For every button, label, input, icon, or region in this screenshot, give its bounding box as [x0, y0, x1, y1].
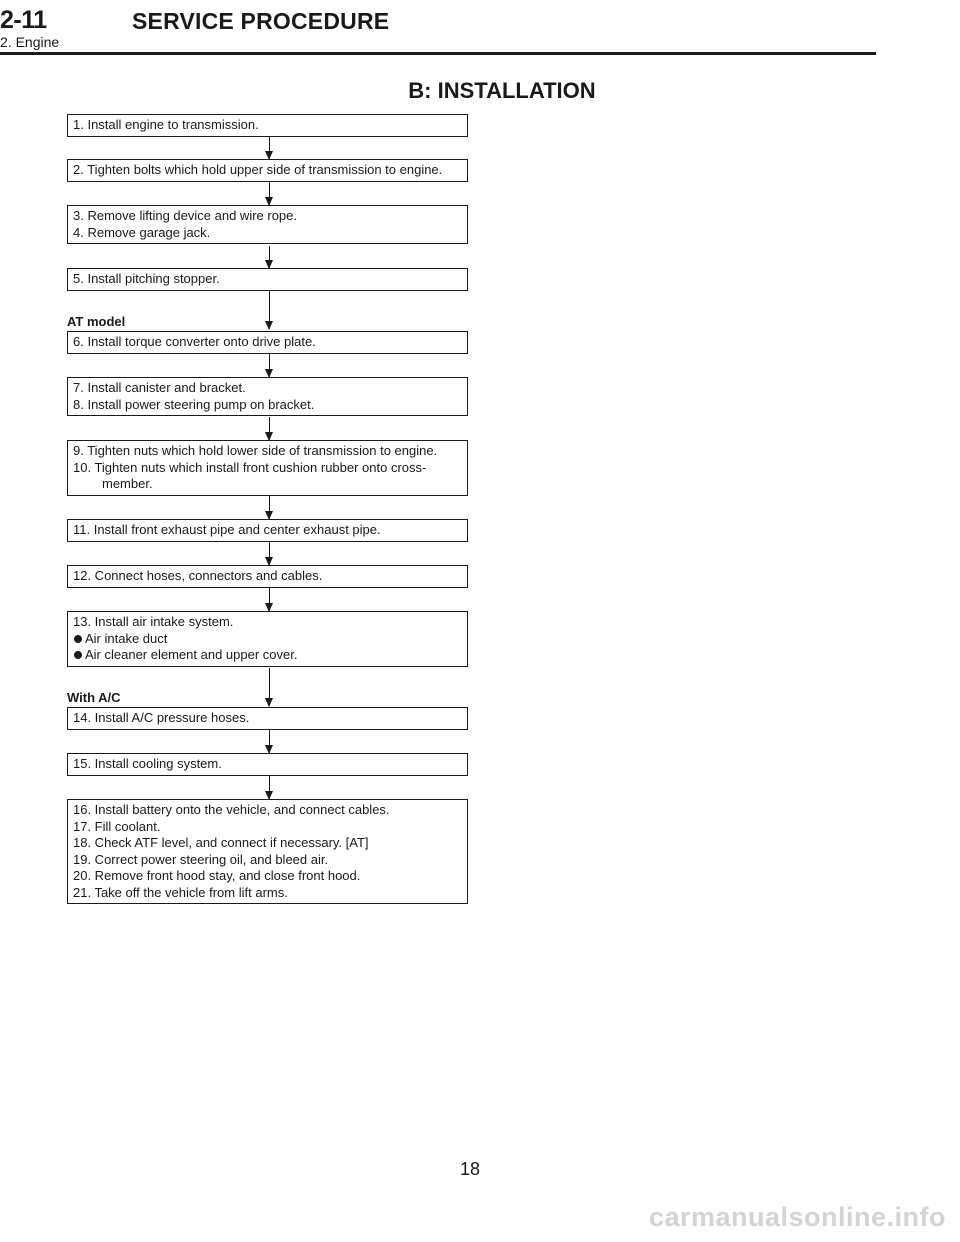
step-line: 3. Remove lifting device and wire rope. — [73, 208, 298, 223]
header-title: SERVICE PROCEDURE — [132, 8, 390, 34]
step-line: 17. Fill coolant. — [73, 818, 161, 834]
watermark: carmanualsonline.info — [648, 1202, 946, 1232]
section-title: B: INSTALLATION — [408, 78, 596, 103]
bullet-item — [73, 631, 462, 648]
flow-arrow — [269, 776, 270, 799]
step-line: 9. Tighten nuts which hold lower side of transmission to engine. — [73, 443, 438, 458]
condition-label-at-model: AT model — [67, 314, 126, 329]
flow-step-11 — [67, 519, 468, 542]
flow-arrow — [269, 417, 270, 440]
step-line: 21. Take off the vehicle from lift arms. — [73, 884, 288, 900]
header-rule — [0, 52, 876, 55]
flow-arrow — [269, 730, 270, 753]
step-line: 11. Install front exhaust pipe and center exhaust pipe. — [73, 522, 381, 537]
bullet-icon — [74, 651, 82, 659]
flow-arrow — [269, 588, 270, 611]
step-line: 14. Install A/C pressure hoses. — [73, 710, 250, 725]
flow-step-12 — [67, 565, 468, 588]
step-line: 4. Remove garage jack. — [73, 224, 211, 240]
flow-arrow — [269, 246, 270, 268]
bullet-item — [73, 647, 462, 664]
flow-step-1 — [67, 114, 468, 137]
flow-step-16-21 — [67, 799, 468, 904]
step-line: 19. Correct power steering oil, and bleed air. — [73, 851, 329, 867]
arrow-head-icon — [265, 698, 273, 707]
step-line: 20. Remove front hood stay, and close front hood. — [73, 868, 361, 883]
flow-step-6 — [67, 331, 468, 354]
section-code: 2-11 — [0, 6, 47, 34]
flow-step-5 — [67, 268, 468, 291]
flow-arrow — [269, 137, 270, 159]
step-line: 18. Check ATF level, and connect if necessary. [AT] — [73, 835, 369, 850]
step-line: 6. Install torque converter onto drive plate. — [73, 334, 316, 349]
step-line: 1. Install engine to transmission. — [73, 117, 259, 132]
header-subtitle: 2. Engine — [0, 34, 60, 50]
step-line: 2. Tighten bolts which hold upper side of transmission to engine. — [73, 162, 443, 177]
bullet-icon — [74, 635, 82, 643]
bullet-text: Air cleaner element and upper cover. — [85, 647, 298, 662]
step-line: 16. Install battery onto the vehicle, and connect cables. — [73, 802, 390, 817]
step-line: 8. Install power steering pump on bracket. — [73, 396, 315, 412]
flow-arrow — [269, 668, 270, 706]
step-line: 7. Install canister and bracket. — [73, 380, 246, 395]
flow-arrow — [269, 291, 270, 329]
flow-arrow — [269, 542, 270, 565]
bullet-text: Air intake duct — [85, 630, 168, 646]
step-line: member. — [102, 476, 153, 491]
flow-arrow — [269, 182, 270, 205]
step-line: 10. Tighten nuts which install front cushion rubber onto cross- — [73, 459, 427, 475]
flow-arrow — [269, 496, 270, 519]
flow-step-7-8 — [67, 377, 468, 416]
arrow-head-icon — [265, 321, 273, 330]
flow-step-9-10 — [67, 440, 468, 496]
step-line: 13. Install air intake system. — [73, 614, 234, 629]
flow-step-2 — [67, 159, 468, 182]
condition-label-with-ac: With A/C — [67, 690, 121, 705]
flow-step-3-4 — [67, 205, 468, 244]
step-line: 12. Connect hoses, connectors and cables. — [73, 568, 323, 583]
page-number: 18 — [459, 1159, 481, 1179]
flow-step-15 — [67, 753, 468, 776]
step-line: 5. Install pitching stopper. — [73, 271, 220, 286]
step-line: 15. Install cooling system. — [73, 756, 222, 771]
flow-step-13 — [67, 611, 468, 667]
flow-arrow — [269, 354, 270, 377]
flow-step-14 — [67, 707, 468, 730]
